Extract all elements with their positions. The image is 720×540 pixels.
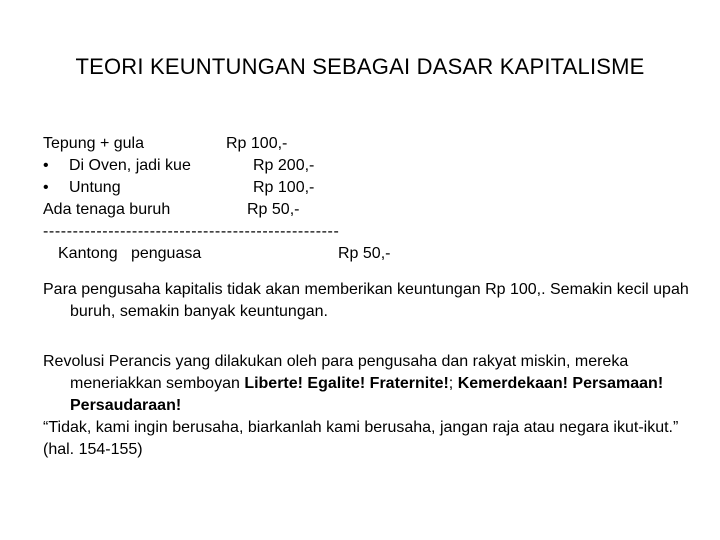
result-label: Kantong penguasa bbox=[58, 245, 202, 262]
calc-label: • Di Oven, jadi kue bbox=[43, 155, 191, 177]
calc-row-ingredients bbox=[43, 133, 693, 155]
spacer bbox=[43, 265, 693, 279]
calc-value: Rp 100,- bbox=[226, 135, 288, 152]
calc-value: Rp 50,- bbox=[247, 201, 300, 218]
result-row bbox=[43, 243, 693, 265]
bullet: • bbox=[43, 179, 49, 196]
slogan-indonesian: Kemerdekaan! Persamaan! Persaudaraan! bbox=[70, 375, 664, 414]
paragraph-capitalist-profit: Para pengusaha kapitalis tidak akan memberikan keuntungan Rp 100,. Semakin kecil upah buruh, semakin banyak keuntungan. bbox=[43, 281, 689, 320]
slogan-french: Liberte! Egalite! Fraternite! bbox=[244, 375, 449, 392]
calc-value: Rp 200,- bbox=[253, 157, 315, 174]
calc-label: • Untung bbox=[43, 177, 121, 199]
citation: (hal. 154-155) bbox=[43, 441, 143, 458]
quote-text: “Tidak, kami ingin berusaha, biarkanlah kami berusaha, jangan raja atau negara ikut-ikut.” bbox=[43, 419, 679, 436]
calc-row-oven bbox=[43, 155, 693, 177]
paragraph-french-revolution: Revolusi Perancis yang dilakukan oleh para pengusaha dan rakyat miskin, mereka meneriakkan semboyan Liberte! Egalite! Fraternite!; Kemerdekaan! Persamaan! Persaudaraan! bbox=[43, 353, 664, 414]
slide-title: TEORI KEUNTUNGAN SEBAGAI DASAR KAPITALISME bbox=[75, 54, 645, 79]
calc-value: Rp 100,- bbox=[253, 179, 315, 196]
result-value: Rp 50,- bbox=[338, 245, 391, 262]
spacer bbox=[43, 323, 693, 351]
slide-body bbox=[43, 133, 693, 461]
calc-label: Ada tenaga buruh bbox=[43, 201, 171, 218]
calc-label: Tepung + gula bbox=[43, 135, 144, 152]
calc-row-profit bbox=[43, 177, 693, 199]
separator-line: -------------------------------------------------- bbox=[43, 223, 340, 240]
separator-row bbox=[43, 221, 693, 243]
calc-row-labor bbox=[43, 199, 693, 221]
bullet: • bbox=[43, 157, 49, 174]
